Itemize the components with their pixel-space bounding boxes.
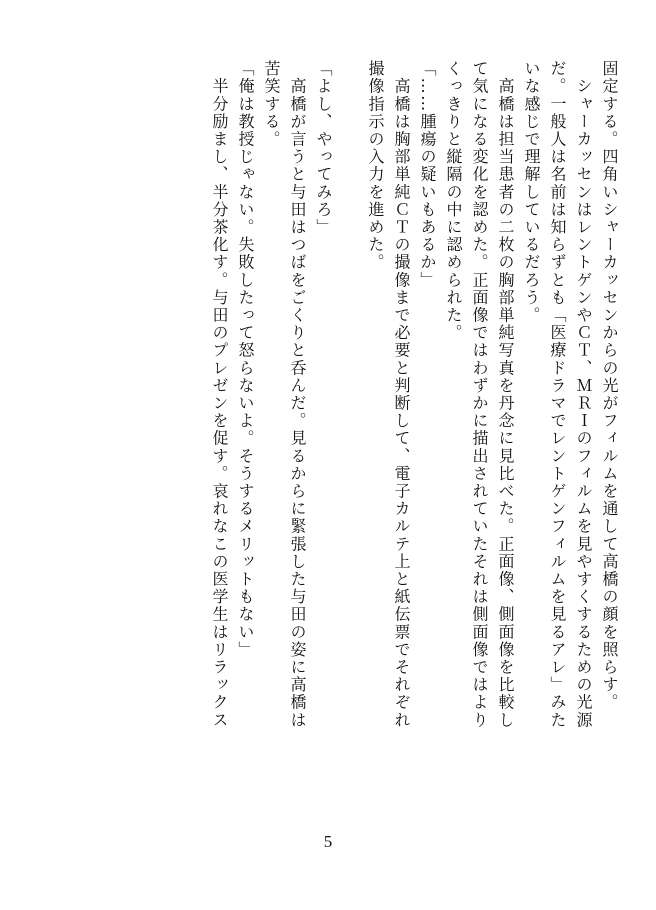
text-line: くっきりと縦隔の中に認められた。 <box>444 60 463 342</box>
text-line: 「……腫瘍の疑いもあるか」 <box>418 60 437 289</box>
text-line: 高橋は胸部単純ＣＴの撮像まで必要と判断して、電子カルテ上と紙伝票でそれぞれ <box>392 60 411 729</box>
text-line: 苦笑する。 <box>262 60 281 148</box>
text-line: 半分励まし、半分茶化す。与田のプレゼンを促す。哀れなこの医学生はリラックス <box>210 60 229 729</box>
vertical-text-body <box>26 60 622 780</box>
text-line: て気になる変化を認めた。正面像ではわずかに描出されていたそれは側面像ではより <box>470 60 489 729</box>
text-line: 高橋が言うと与田はつばをごくりと呑んだ。見るからに緊張した与田の姿に高橋は <box>288 60 307 729</box>
text-line: 「よし、やってみろ」 <box>314 60 333 236</box>
text-line: 「俺は教授じゃない。失敗したって怒らないよ。そうするメリットもない」 <box>236 60 255 659</box>
text-line: 高橋は担当患者の二枚の胸部単純写真を丹念に見比べた。正面像、側面像を比較し <box>496 60 515 729</box>
text-line: シャーカッセンはレントゲンやＣＴ、ＭＲＩのフィルムを見やすくするための光源 <box>574 60 593 729</box>
text-line: 固定する。四角いシャーカッセンからの光がフィルムを通して高橋の顔を照らす。 <box>600 60 619 712</box>
page-number: 5 <box>323 832 333 851</box>
text-line: だ。一般人は名前は知らずとも「医療ドラマでレントゲンフィルムを見るアレ」みた <box>548 60 567 729</box>
blank-line <box>336 60 362 780</box>
text-line: 撮像指示の入力を進めた。 <box>366 60 385 272</box>
text-line: いな感じで理解しているだろう。 <box>522 60 541 324</box>
